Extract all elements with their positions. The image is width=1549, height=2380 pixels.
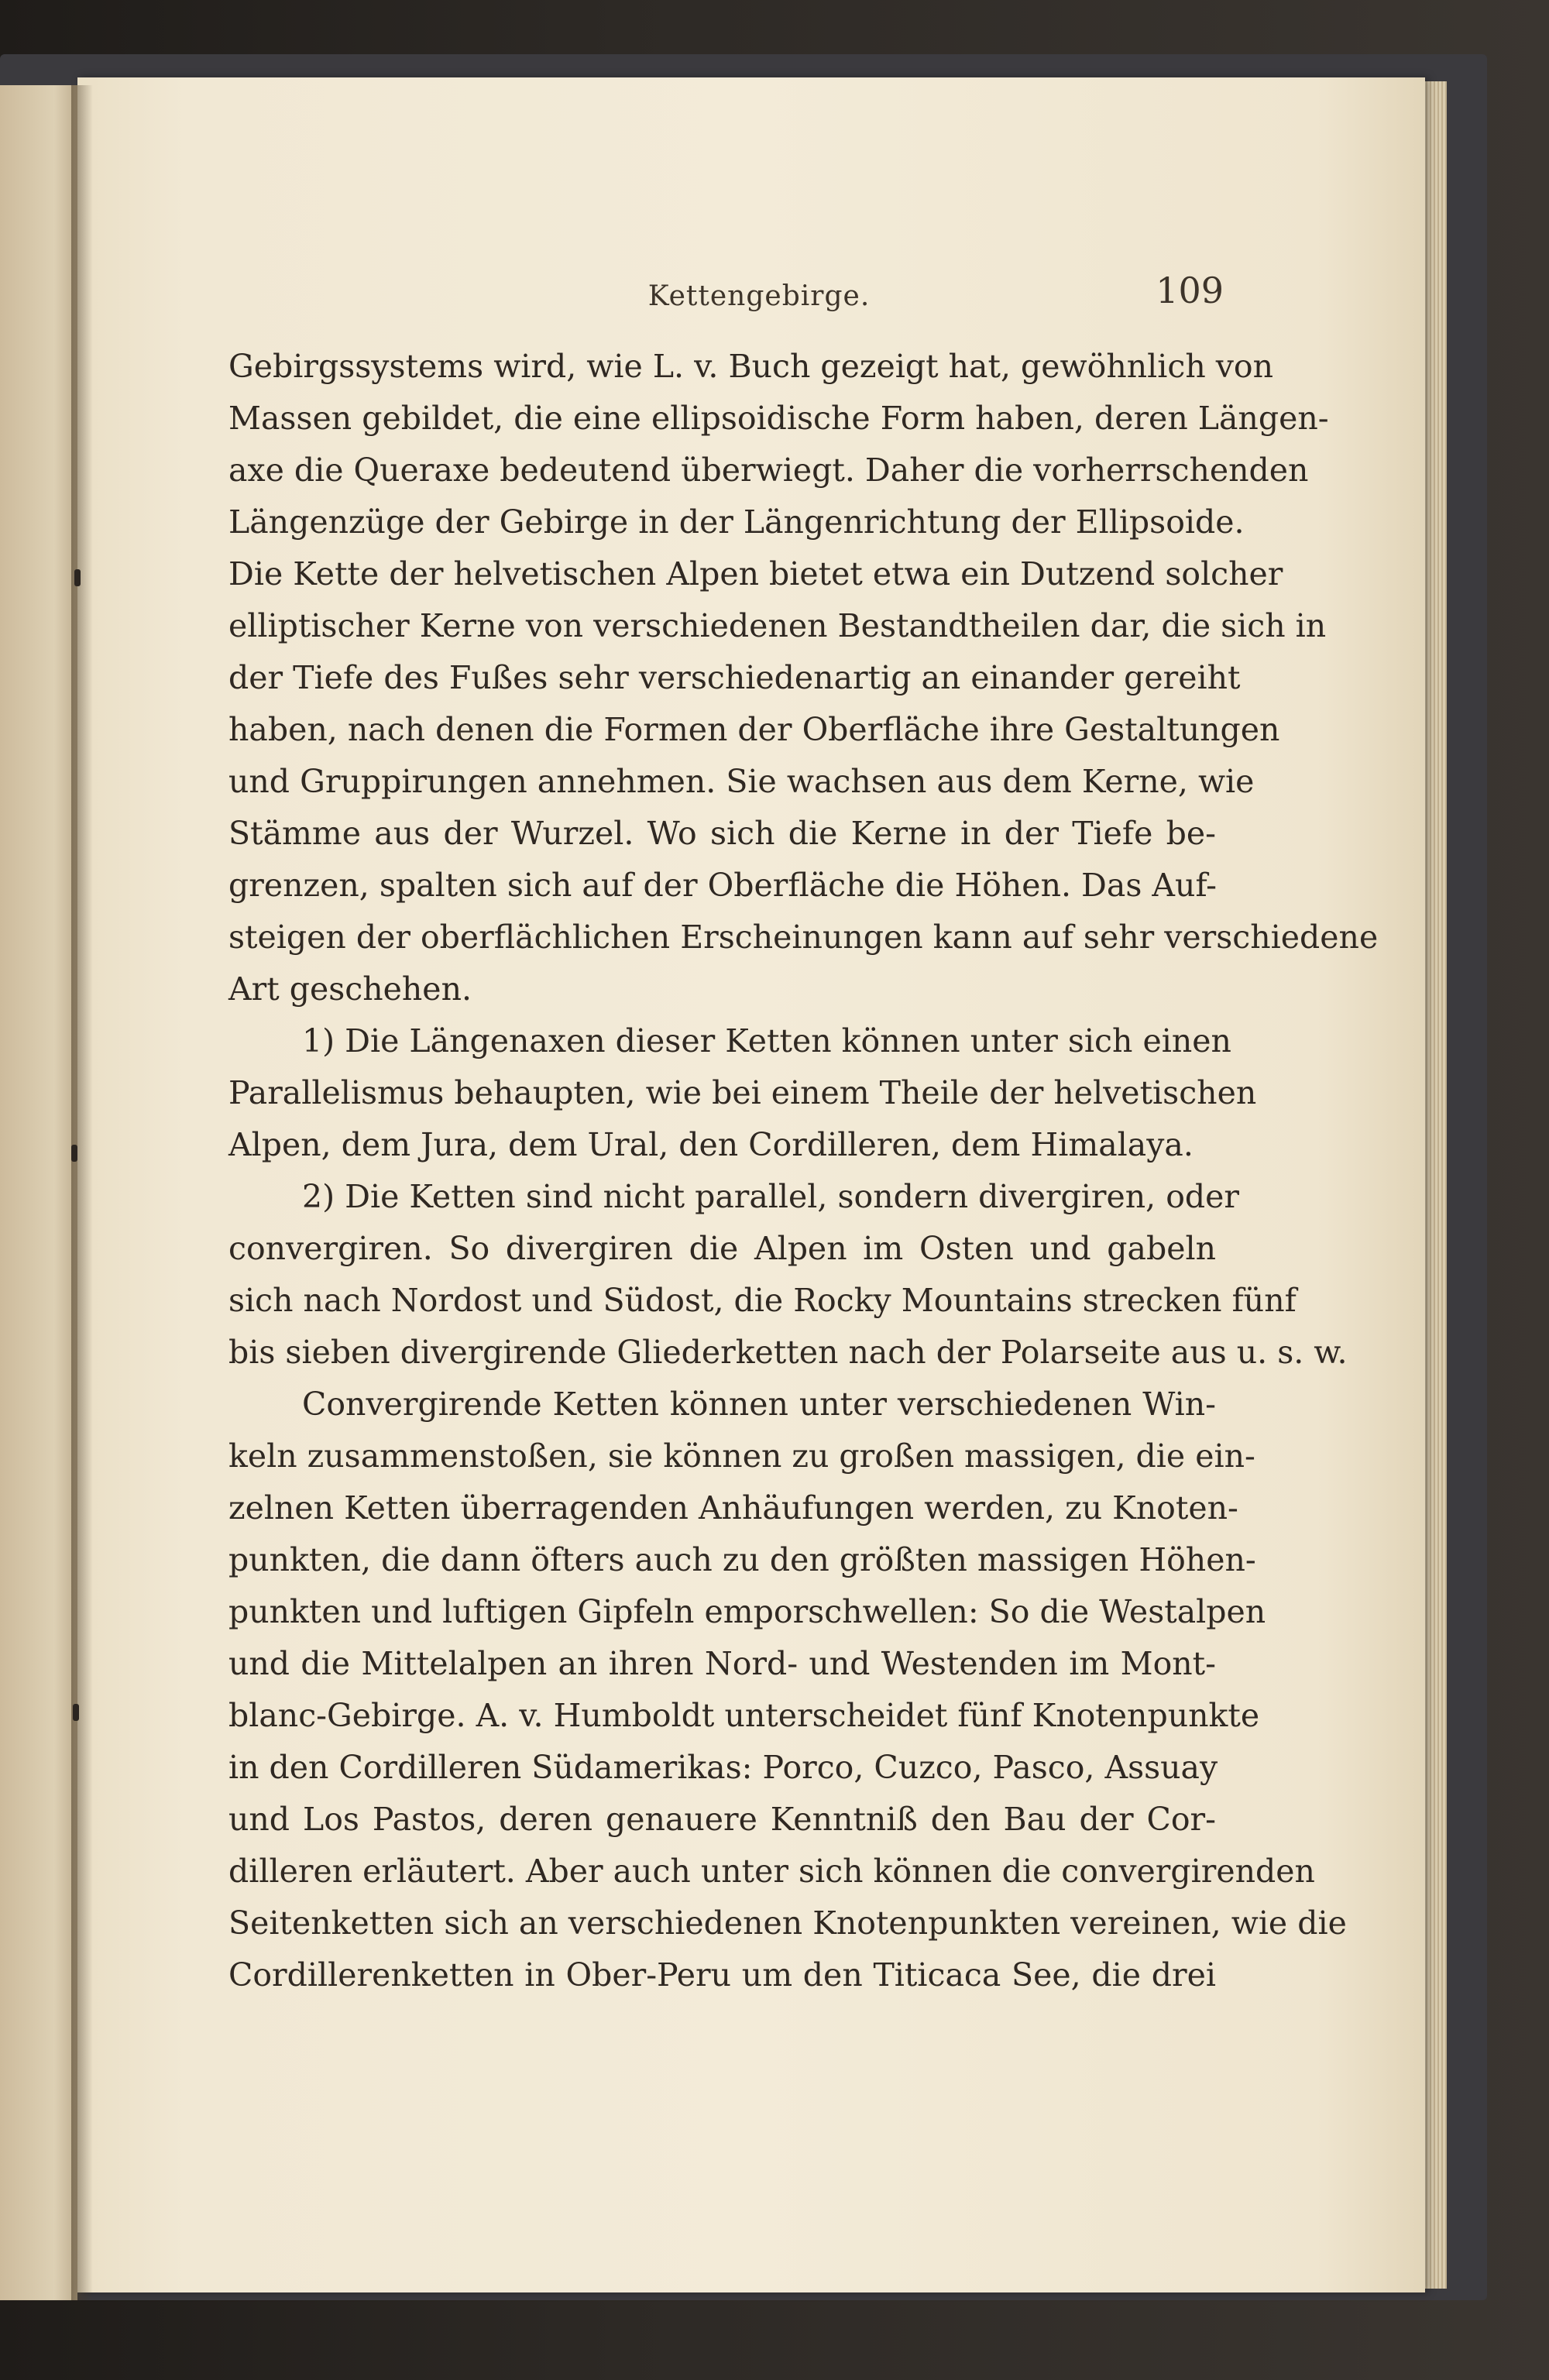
text-line: Gebirgssystems wird, wie L. v. Buch gezeigt hat, gewöhnlich von [228,348,1274,385]
text-line: der Tiefe des Fußes sehr verschiedenartig an einander gereiht [228,659,1241,696]
binding-mark [73,1704,79,1721]
running-title: Kettengebirge. [647,280,871,312]
text-line: bis sieben divergirende Gliederketten nach der Polarseite aus u. s. w. [228,1334,1348,1371]
text-line: zelnen Ketten überragenden Anhäufungen werden, zu Knoten- [228,1489,1238,1527]
text-line: blanc-Gebirge. A. v. Humboldt unterscheidet fünf Knotenpunkte [228,1697,1260,1734]
body-text [228,341,1379,2001]
text-line: und die Mittelalpen an ihren Nord- und Westenden im Mont- [228,1645,1216,1682]
text-line: axe die Queraxe bedeutend überwiegt. Daher die vorherrschenden [228,452,1309,489]
text-line: dilleren erläutert. Aber auch unter sich können die convergirenden [228,1853,1315,1890]
text-line: in den Cordilleren Südamerikas: Porco, Cuzco, Pasco, Assuay [228,1749,1218,1786]
text-line: Längenzüge der Gebirge in der Längenrichtung der Ellipsoide. [228,503,1245,541]
text-line: Seitenketten sich an verschiedenen Knotenpunkten vereinen, wie die [228,1904,1347,1942]
text-line: grenzen, spalten sich auf der Oberfläche die Höhen. Das Auf- [228,867,1218,904]
text-line: Cordillerenketten in Ober-Peru um den Titicaca See, die drei [228,1956,1216,1994]
text-line: 2) Die Ketten sind nicht parallel, sondern divergiren, oder [302,1178,1240,1215]
text-line: convergiren. So divergiren die Alpen im Osten und gabeln [228,1230,1216,1267]
spine-shadow [71,85,93,2300]
text-line: und Gruppirungen annehmen. Sie wachsen aus dem Kerne, wie [228,763,1255,800]
binding-mark [74,569,81,586]
text-line: Alpen, dem Jura, dem Ural, den Cordilleren, dem Himalaya. [228,1126,1194,1163]
page-number: 109 [1156,270,1224,311]
facing-page-edge [0,85,77,2300]
text-line: elliptischer Kerne von verschiedenen Bestandtheilen dar, die sich in [228,607,1327,644]
binding-mark [71,1145,77,1162]
text-line: Convergirende Ketten können unter verschiedenen Win- [302,1386,1216,1423]
text-line: punkten, die dann öfters auch zu den größten massigen Höhen- [228,1541,1256,1578]
text-line: haben, nach denen die Formen der Oberfläche ihre Gestaltungen [228,711,1280,748]
text-line: Parallelismus behaupten, wie bei einem Theile der helvetischen [228,1074,1257,1111]
text-line: punkten und luftigen Gipfeln emporschwellen: So die Westalpen [228,1593,1266,1630]
text-line: sich nach Nordost und Südost, die Rocky Mountains strecken fünf [228,1282,1297,1319]
text-line: Massen gebildet, die eine ellipsoidische Form haben, deren Längen- [228,400,1329,437]
text-line: steigen der oberflächlichen Erscheinungen kann auf sehr verschiedene [228,919,1379,956]
page-stack-edge [1424,81,1447,2289]
text-line: Die Kette der helvetischen Alpen bietet etwa ein Dutzend solcher [228,555,1283,592]
text-line: Art geschehen. [228,970,472,1008]
text-line: und Los Pastos, deren genauere Kenntniß den Bau der Cor- [228,1801,1216,1838]
text-line: Stämme aus der Wurzel. Wo sich die Kerne in der Tiefe be- [228,815,1216,852]
text-line: keln zusammenstoßen, sie können zu großen massigen, die ein- [228,1437,1255,1475]
text-line: 1) Die Längenaxen dieser Ketten können unter sich einen [302,1022,1231,1059]
